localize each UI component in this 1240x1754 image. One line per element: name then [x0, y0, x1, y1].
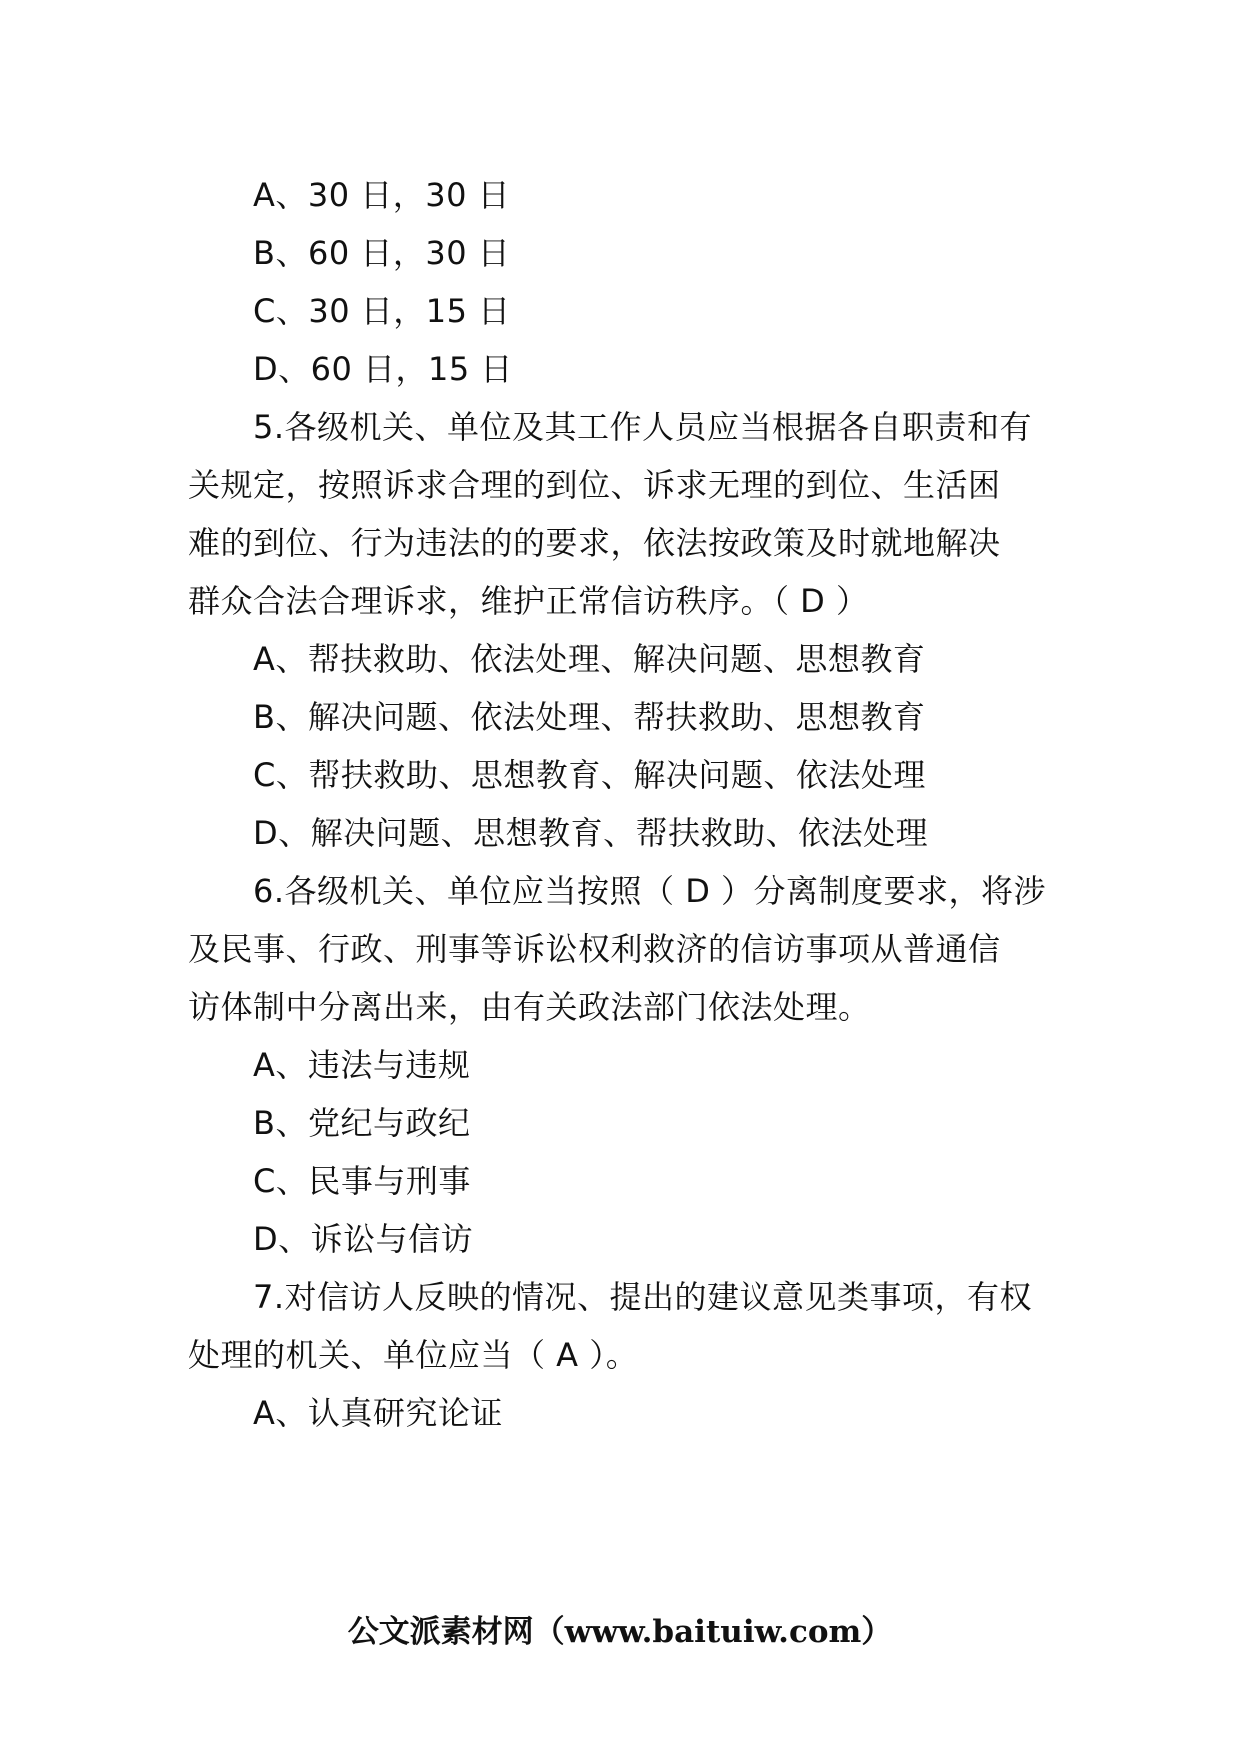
q4-option-b: B、60 日，30 日 — [253, 234, 511, 272]
q7-text-line-2: 处理的机关、单位应当（ A ）。 — [188, 1336, 639, 1374]
q6-text-line-1: 6.各级机关、单位应当按照（ D ）分离制度要求，将涉 — [253, 872, 1047, 910]
q6-option-c: C、民事与刑事 — [253, 1162, 471, 1200]
q6-text-line-2: 及民事、行政、刑事等诉讼权利救济的信访事项从普通信 — [188, 930, 1001, 968]
q6-option-a: A、违法与违规 — [253, 1046, 471, 1084]
q5-option-a: A、帮扶救助、依法处理、解决问题、思想教育 — [253, 640, 926, 678]
q5-text-line-1: 5.各级机关、单位及其工作人员应当根据各自职责和有 — [253, 408, 1033, 446]
q5-option-d: D、解决问题、思想教育、帮扶救助、依法处理 — [253, 814, 929, 852]
q5-text-line-3: 难的到位、行为违法的的要求，依法按政策及时就地解决 — [188, 524, 1001, 562]
q5-option-c: C、帮扶救助、思想教育、解决问题、依法处理 — [253, 756, 926, 794]
q6-text-line-3: 访体制中分离出来，由有关政法部门依法处理。 — [188, 988, 871, 1026]
q7-option-a: A、认真研究论证 — [253, 1394, 503, 1432]
q6-option-b: B、党纪与政纪 — [253, 1104, 471, 1142]
q4-option-d: D、60 日，15 日 — [253, 350, 513, 388]
q4-option-c: C、30 日，15 日 — [253, 292, 511, 330]
q5-text-line-2: 关规定，按照诉求合理的到位、诉求无理的到位、生活困 — [188, 466, 1001, 504]
q4-option-a: A、30 日，30 日 — [253, 176, 511, 214]
q6-option-d: D、诉讼与信访 — [253, 1220, 474, 1258]
q5-text-line-4: 群众合法合理诉求，维护正常信访秩序。（ D ） — [188, 582, 869, 620]
footer-source: 公文派素材网（www.baituiw.com） — [347, 1614, 893, 1650]
q5-option-b: B、解决问题、依法处理、帮扶救助、思想教育 — [253, 698, 926, 736]
q7-text-line-1: 7.对信访人反映的情况、提出的建议意见类事项，有权 — [253, 1278, 1033, 1316]
